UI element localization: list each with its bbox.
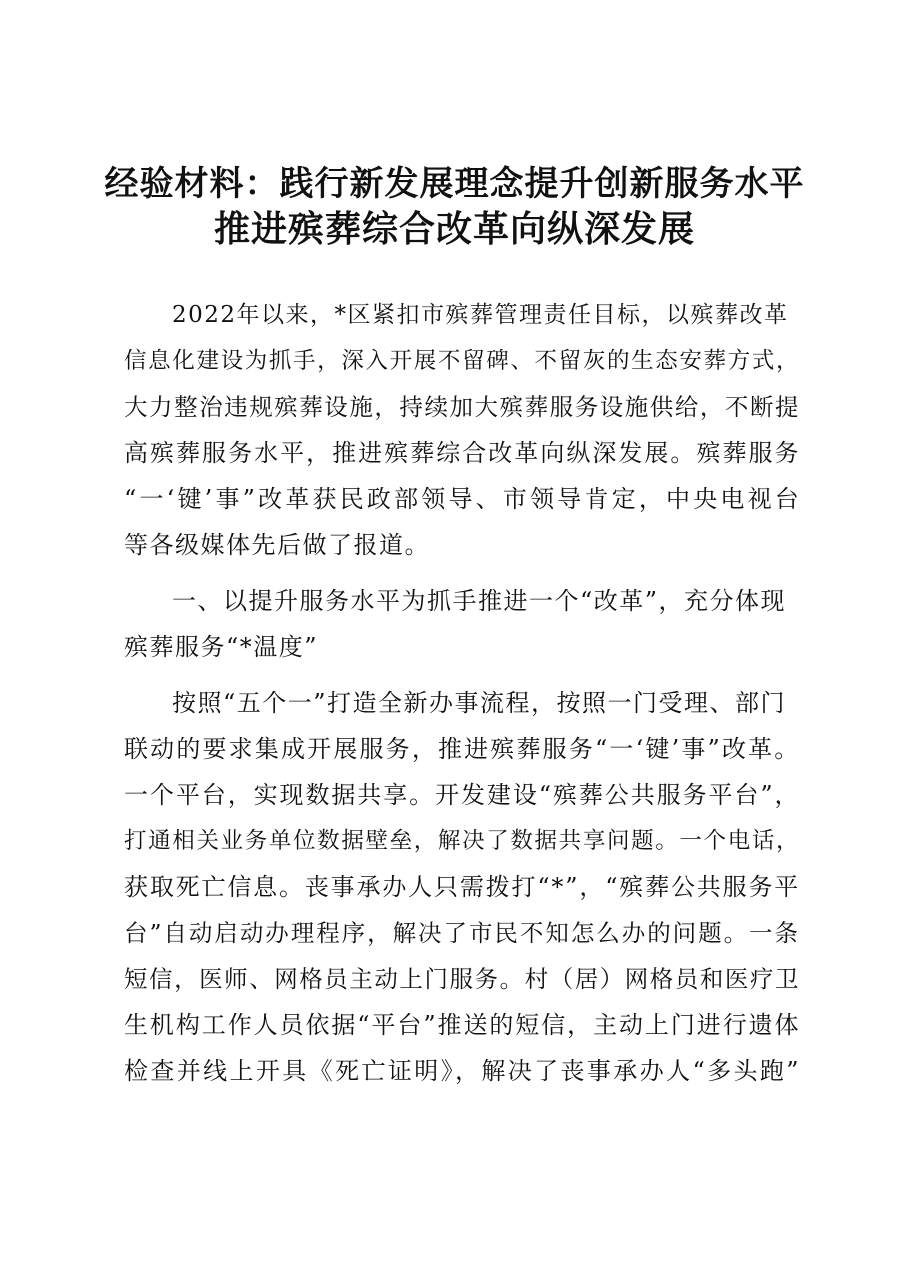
section-heading-line: 一、以提升服务水平为抓手推进一个“改革”，充分体现	[172, 587, 787, 615]
paragraph-line: 打通相关业务单位数据壁垒，解决了数据共享问题。一个电话，	[124, 828, 801, 854]
paragraph-line: 生机构工作人员依据“平台”推送的短信，主动上门进行遗体	[124, 1011, 801, 1039]
section-heading-line: 殡葬服务“*温度”	[124, 633, 319, 661]
paragraph-line: 等各级媒体先后做了报道。	[124, 531, 430, 559]
paragraph-line: 台”自动启动办理程序，解决了市民不知怎么办的问题。一条	[124, 919, 800, 947]
paragraph-line: 2022年以来，*区紧扣市殡葬管理责任目标，以殡葬改革	[172, 302, 789, 328]
paragraph-line: 按照“五个一”打造全新办事流程，按照一门受理、部门	[172, 689, 787, 717]
paragraph-line: “一‘键’事”改革获民政部领导、市领导肯定，中央电视台	[124, 485, 802, 513]
paragraph-line: 高殡葬服务水平，推进殡葬综合改革向纵深发展。殡葬服务	[124, 439, 801, 467]
paragraph-line: 一个平台，实现数据共享。开发建设“殡葬公共服务平台”，	[124, 781, 801, 809]
paragraph-line: 短信，医师、网格员主动上门服务。村（居）网格员和医疗卫	[124, 965, 801, 993]
paragraph-line: 检查并线上开具《死亡证明》，解决了丧事承办人“多头跑”	[124, 1057, 801, 1085]
paragraph-line: 信息化建设为抓手，深入开展不留碑、不留灰的生态安葬方式，	[124, 348, 801, 374]
document-title-line-1: 经验材料：践行新发展理念提升创新服务水平	[104, 164, 805, 204]
document-title-line-2: 推进殡葬综合改革向纵深发展	[213, 208, 695, 250]
paragraph-line: 获取死亡信息。丧事承办人只需拨打“*”，“殡葬公共服务平	[124, 873, 801, 901]
paragraph-line: 联动的要求集成开展服务，推进殡葬服务“一‘键’事”改革。	[124, 735, 801, 763]
paragraph-line: 大力整治违规殡葬设施，持续加大殡葬服务设施供给，不断提	[124, 393, 801, 421]
